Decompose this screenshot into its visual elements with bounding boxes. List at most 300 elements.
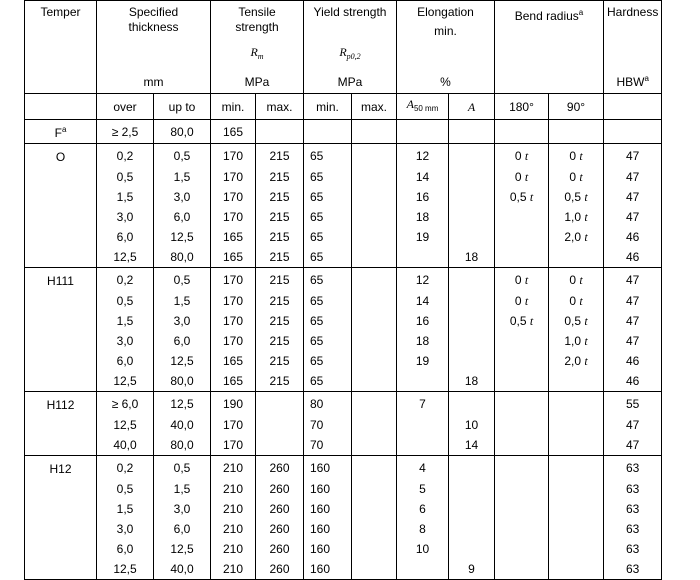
ys-min-cell: 160: [304, 456, 352, 480]
ys-min-cell: 160: [304, 499, 352, 519]
a50-cell: 14: [397, 291, 449, 311]
tensile-strength-label: Tensile strength: [235, 5, 279, 34]
bend-180-cell: 0,5 t: [495, 311, 549, 331]
over-header: over: [97, 94, 154, 120]
ys-min-cell: 65: [304, 291, 352, 311]
hardness-cell: 47: [604, 144, 662, 168]
over-cell: ≥ 6,0: [97, 392, 154, 416]
over-cell: ≥ 2,5: [97, 120, 154, 144]
bend-90-cell: [549, 559, 604, 580]
ts-max-cell: [256, 415, 304, 435]
temper-cell: [25, 331, 97, 351]
ys-max-cell: [352, 519, 397, 539]
ts-min-cell: 165: [211, 227, 256, 247]
a-header: A: [449, 94, 495, 120]
a-cell: [449, 227, 495, 247]
bend-90-cell: [549, 392, 604, 416]
hardness-cell: 63: [604, 539, 662, 559]
temper-cell: H111: [25, 268, 97, 292]
hardness-cell: 55: [604, 392, 662, 416]
bend-180-cell: [495, 519, 549, 539]
hardness-cell: 47: [604, 167, 662, 187]
bend-90-cell: 0,5 t: [549, 311, 604, 331]
ts-min-cell: 210: [211, 456, 256, 480]
a-cell: 14: [449, 435, 495, 456]
bend-180-cell: [495, 456, 549, 480]
subheader-row: [25, 94, 662, 120]
hardness-cell: 47: [604, 291, 662, 311]
temper-cell: [25, 371, 97, 392]
hardness-cell: 46: [604, 247, 662, 268]
yield-strength-label: Yield strength: [313, 5, 387, 19]
over-cell: 12,5: [97, 371, 154, 392]
table-row: [25, 559, 662, 580]
a-cell: [449, 268, 495, 292]
up-to-cell: 80,0: [154, 247, 211, 268]
ts-max-cell: 215: [256, 351, 304, 371]
table-row: [25, 331, 662, 351]
up-to-cell: 80,0: [154, 435, 211, 456]
temper-cell: [25, 247, 97, 268]
elongation-min-label: min.: [434, 24, 457, 38]
over-cell: 0,2: [97, 456, 154, 480]
ys-min-cell: 65: [304, 268, 352, 292]
ts-max-cell: 260: [256, 539, 304, 559]
ts-min-cell: 165: [211, 351, 256, 371]
yield-unit: MPa: [337, 75, 363, 89]
up-to-header: up to: [154, 94, 211, 120]
bend-180-cell: [495, 435, 549, 456]
temper-cell: [25, 519, 97, 539]
a50-cell: 12: [397, 268, 449, 292]
ys-max-cell: [352, 479, 397, 499]
ts-max-cell: [256, 435, 304, 456]
header-row: [25, 1, 662, 94]
a-cell: [449, 392, 495, 416]
bend-90-cell: [549, 519, 604, 539]
up-to-cell: 0,5: [154, 268, 211, 292]
yield-symbol: $R_{p0,2}$: [339, 45, 361, 61]
table-row: [25, 227, 662, 247]
a-cell: [449, 120, 495, 144]
table-row: [25, 207, 662, 227]
a50-cell: 6: [397, 499, 449, 519]
a-cell: [449, 144, 495, 168]
bend-180-cell: 0 t: [495, 144, 549, 168]
ts-max-cell: 215: [256, 331, 304, 351]
bend-180-cell: [495, 499, 549, 519]
ys-min-cell: 65: [304, 371, 352, 392]
a50-header: $A_{50 mm}$: [397, 94, 449, 120]
a-cell: [449, 187, 495, 207]
hardness-cell: 63: [604, 499, 662, 519]
a50-cell: 16: [397, 187, 449, 207]
a50-cell: 18: [397, 207, 449, 227]
bend-180-cell: [495, 351, 549, 371]
ts-min-cell: 170: [211, 435, 256, 456]
temper-header: Temper: [25, 1, 97, 94]
a-cell: 18: [449, 247, 495, 268]
table-row: [25, 499, 662, 519]
ys-max-cell: [352, 559, 397, 580]
bend-180-cell: [495, 227, 549, 247]
table-row: [25, 519, 662, 539]
specified-thickness-label: Specified thickness: [128, 5, 179, 34]
up-to-cell: 1,5: [154, 167, 211, 187]
up-to-cell: 6,0: [154, 519, 211, 539]
bend-90-cell: [549, 456, 604, 480]
over-cell: 0,5: [97, 167, 154, 187]
up-to-cell: 1,5: [154, 479, 211, 499]
over-cell: 3,0: [97, 207, 154, 227]
ts-min-cell: 170: [211, 144, 256, 168]
hardness-cell: [604, 120, 662, 144]
bend-180-cell: [495, 331, 549, 351]
tensile-unit: MPa: [244, 75, 270, 89]
ts-max-cell: 215: [256, 247, 304, 268]
temper-cell: [25, 539, 97, 559]
bend-180-cell: 0 t: [495, 291, 549, 311]
ys-min-cell: 65: [304, 207, 352, 227]
ys-max-cell: [352, 187, 397, 207]
ys-min-cell: [304, 120, 352, 144]
elongation-header: [397, 1, 495, 94]
a50-cell: 4: [397, 456, 449, 480]
a50-cell: [397, 371, 449, 392]
hardness-unit: HBW$^a$: [616, 74, 649, 89]
ys-min-cell: 80: [304, 392, 352, 416]
a-cell: [449, 479, 495, 499]
ts-max-header: max.: [256, 94, 304, 120]
thickness-unit: mm: [143, 75, 164, 89]
bend-180-cell: 0 t: [495, 167, 549, 187]
bend-180-cell: [495, 539, 549, 559]
table-row: [25, 539, 662, 559]
up-to-cell: 12,5: [154, 392, 211, 416]
up-to-cell: 1,5: [154, 291, 211, 311]
table-row: [25, 371, 662, 392]
ys-min-cell: 65: [304, 351, 352, 371]
ys-min-cell: 160: [304, 519, 352, 539]
temper-cell: [25, 291, 97, 311]
ts-min-cell: 210: [211, 479, 256, 499]
over-cell: 3,0: [97, 519, 154, 539]
bend-radius-footnote: a: [578, 8, 584, 17]
over-cell: 0,2: [97, 268, 154, 292]
hardness-cell: 47: [604, 187, 662, 207]
over-cell: 12,5: [97, 415, 154, 435]
ys-min-cell: 160: [304, 539, 352, 559]
a-cell: 18: [449, 371, 495, 392]
specified-thickness-header: [97, 1, 211, 94]
up-to-cell: 3,0: [154, 187, 211, 207]
temper-cell: $F^a$: [25, 120, 97, 144]
bend-radius-header: [495, 1, 604, 94]
bend-90-cell: 2,0 t: [549, 351, 604, 371]
temper-cell: [25, 207, 97, 227]
ys-min-cell: 160: [304, 559, 352, 580]
a-cell: [449, 167, 495, 187]
ys-min-cell: 70: [304, 435, 352, 456]
ts-max-cell: [256, 392, 304, 416]
ts-min-cell: 165: [211, 371, 256, 392]
table-row: [25, 351, 662, 371]
up-to-cell: 12,5: [154, 351, 211, 371]
ys-max-cell: [352, 371, 397, 392]
subheader-temper-blank: [25, 94, 97, 120]
table-row: [25, 144, 662, 168]
bend-180-cell: [495, 247, 549, 268]
temper-cell: O: [25, 144, 97, 168]
a-cell: 9: [449, 559, 495, 580]
yield-strength-header: [304, 1, 397, 94]
ys-max-cell: [352, 311, 397, 331]
bend-180-cell: [495, 371, 549, 392]
ts-min-cell: 165: [211, 120, 256, 144]
ys-min-cell: 70: [304, 415, 352, 435]
over-cell: 1,5: [97, 187, 154, 207]
bend-180-cell: 0,5 t: [495, 187, 549, 207]
ys-min-cell: 65: [304, 144, 352, 168]
ts-min-cell: 210: [211, 539, 256, 559]
a-cell: [449, 456, 495, 480]
a50-cell: 19: [397, 351, 449, 371]
hardness-label: Hardness: [607, 5, 659, 19]
ts-min-cell: 165: [211, 247, 256, 268]
hardness-cell: 63: [604, 456, 662, 480]
bend-90-cell: [549, 247, 604, 268]
ts-min-cell: 170: [211, 291, 256, 311]
bend-90-header: 90°: [549, 94, 604, 120]
table-row: [25, 456, 662, 480]
table-row: [25, 311, 662, 331]
temper-cell: H112: [25, 392, 97, 416]
bend-90-cell: [549, 499, 604, 519]
tensile-strength-header: [211, 1, 304, 94]
over-cell: 6,0: [97, 351, 154, 371]
ys-min-cell: 65: [304, 331, 352, 351]
ts-max-cell: 215: [256, 187, 304, 207]
table-row: [25, 120, 662, 144]
a50-cell: [397, 559, 449, 580]
ts-max-cell: 215: [256, 167, 304, 187]
hardness-header: [604, 1, 662, 94]
up-to-cell: 80,0: [154, 120, 211, 144]
over-cell: 12,5: [97, 247, 154, 268]
up-to-cell: 0,5: [154, 144, 211, 168]
ts-max-cell: 215: [256, 311, 304, 331]
hardness-cell: 47: [604, 415, 662, 435]
ys-max-cell: [352, 144, 397, 168]
hardness-cell: 47: [604, 268, 662, 292]
ts-max-cell: 260: [256, 456, 304, 480]
temper-cell: [25, 311, 97, 331]
temper-cell: H12: [25, 456, 97, 480]
a-cell: [449, 331, 495, 351]
ts-min-cell: 190: [211, 392, 256, 416]
over-cell: 0,5: [97, 479, 154, 499]
ts-max-cell: 260: [256, 519, 304, 539]
ts-max-cell: 215: [256, 207, 304, 227]
table-row: [25, 187, 662, 207]
table-row: [25, 167, 662, 187]
hardness-cell: 47: [604, 435, 662, 456]
over-cell: 3,0: [97, 331, 154, 351]
bend-90-cell: 2,0 t: [549, 227, 604, 247]
hardness-cell: 46: [604, 371, 662, 392]
ts-max-cell: 260: [256, 559, 304, 580]
ts-min-cell: 170: [211, 311, 256, 331]
a-cell: [449, 291, 495, 311]
ys-max-cell: [352, 247, 397, 268]
bend-90-cell: 0 t: [549, 167, 604, 187]
a-cell: [449, 351, 495, 371]
up-to-cell: 40,0: [154, 415, 211, 435]
bend-180-cell: [495, 415, 549, 435]
up-to-cell: 12,5: [154, 227, 211, 247]
bend-180-cell: [495, 479, 549, 499]
up-to-cell: 6,0: [154, 207, 211, 227]
a50-cell: 10: [397, 539, 449, 559]
a-cell: [449, 539, 495, 559]
bend-180-cell: [495, 120, 549, 144]
ts-min-cell: 210: [211, 499, 256, 519]
up-to-cell: 6,0: [154, 331, 211, 351]
over-cell: 1,5: [97, 499, 154, 519]
ys-min-cell: 65: [304, 167, 352, 187]
a50-cell: 12: [397, 144, 449, 168]
ys-max-cell: [352, 499, 397, 519]
a50-cell: [397, 415, 449, 435]
bend-180-cell: [495, 559, 549, 580]
a50-cell: 8: [397, 519, 449, 539]
hardness-cell: 63: [604, 479, 662, 499]
ys-max-cell: [352, 435, 397, 456]
over-cell: 0,2: [97, 144, 154, 168]
up-to-cell: 3,0: [154, 499, 211, 519]
hardness-cell: 63: [604, 519, 662, 539]
bend-90-cell: [549, 435, 604, 456]
a50-cell: [397, 120, 449, 144]
temper-cell: [25, 435, 97, 456]
hardness-cell: 47: [604, 207, 662, 227]
hardness-cell: 47: [604, 311, 662, 331]
bend-90-cell: [549, 479, 604, 499]
a50-cell: 19: [397, 227, 449, 247]
over-cell: 1,5: [97, 311, 154, 331]
a-cell: [449, 519, 495, 539]
ys-max-cell: [352, 120, 397, 144]
table-row: [25, 415, 662, 435]
subheader-hardness-blank: [604, 94, 662, 120]
a-cell: [449, 207, 495, 227]
over-cell: 12,5: [97, 559, 154, 580]
bend-180-header: 180°: [495, 94, 549, 120]
ys-max-cell: [352, 415, 397, 435]
bend-90-cell: [549, 539, 604, 559]
up-to-cell: 12,5: [154, 539, 211, 559]
hardness-cell: 47: [604, 331, 662, 351]
ts-min-cell: 170: [211, 187, 256, 207]
a50-cell: [397, 435, 449, 456]
temper-cell: [25, 415, 97, 435]
bend-90-cell: 0 t: [549, 144, 604, 168]
ts-max-cell: 215: [256, 227, 304, 247]
ts-max-cell: 260: [256, 499, 304, 519]
temper-cell: [25, 559, 97, 580]
ys-max-cell: [352, 207, 397, 227]
over-cell: 40,0: [97, 435, 154, 456]
temper-cell: [25, 187, 97, 207]
ys-max-cell: [352, 227, 397, 247]
bend-radius-label: Bend radius: [514, 9, 579, 23]
ts-min-cell: 170: [211, 331, 256, 351]
table-row: [25, 268, 662, 292]
bend-90-cell: 1,0 t: [549, 207, 604, 227]
up-to-cell: 0,5: [154, 456, 211, 480]
ys-min-cell: 65: [304, 247, 352, 268]
ts-max-cell: 260: [256, 479, 304, 499]
bend-90-cell: 0 t: [549, 291, 604, 311]
ys-max-cell: [352, 268, 397, 292]
ys-max-header: max.: [352, 94, 397, 120]
ts-max-cell: [256, 120, 304, 144]
ys-max-cell: [352, 392, 397, 416]
bend-90-cell: [549, 120, 604, 144]
ts-min-cell: 170: [211, 268, 256, 292]
over-cell: 6,0: [97, 227, 154, 247]
a-cell: [449, 499, 495, 519]
ys-max-cell: [352, 456, 397, 480]
table-row: [25, 291, 662, 311]
temper-cell: [25, 499, 97, 519]
temper-cell: [25, 227, 97, 247]
a50-cell: 18: [397, 331, 449, 351]
hardness-cell: 63: [604, 559, 662, 580]
ys-min-header: min.: [304, 94, 352, 120]
bend-90-cell: [549, 371, 604, 392]
ts-min-cell: 210: [211, 559, 256, 580]
bend-180-cell: [495, 207, 549, 227]
elongation-label: Elongation: [417, 5, 474, 19]
table-body: [25, 120, 662, 580]
ts-min-cell: 210: [211, 519, 256, 539]
a50-cell: 5: [397, 479, 449, 499]
over-cell: 6,0: [97, 539, 154, 559]
temper-cell: [25, 167, 97, 187]
table-row: [25, 479, 662, 499]
a-cell: 10: [449, 415, 495, 435]
bend-180-cell: [495, 392, 549, 416]
ts-min-header: min.: [211, 94, 256, 120]
tensile-symbol: $R_m$: [250, 45, 264, 61]
ts-max-cell: 215: [256, 371, 304, 392]
ts-min-cell: 170: [211, 167, 256, 187]
temper-cell: [25, 351, 97, 371]
ts-max-cell: 215: [256, 144, 304, 168]
ts-max-cell: 215: [256, 268, 304, 292]
bend-180-cell: 0 t: [495, 268, 549, 292]
a-cell: [449, 311, 495, 331]
ys-max-cell: [352, 351, 397, 371]
ts-min-cell: 170: [211, 415, 256, 435]
mechanical-properties-table: [24, 0, 662, 580]
hardness-cell: 46: [604, 351, 662, 371]
a50-cell: 14: [397, 167, 449, 187]
up-to-cell: 3,0: [154, 311, 211, 331]
bend-90-cell: 0 t: [549, 268, 604, 292]
table-row: [25, 435, 662, 456]
